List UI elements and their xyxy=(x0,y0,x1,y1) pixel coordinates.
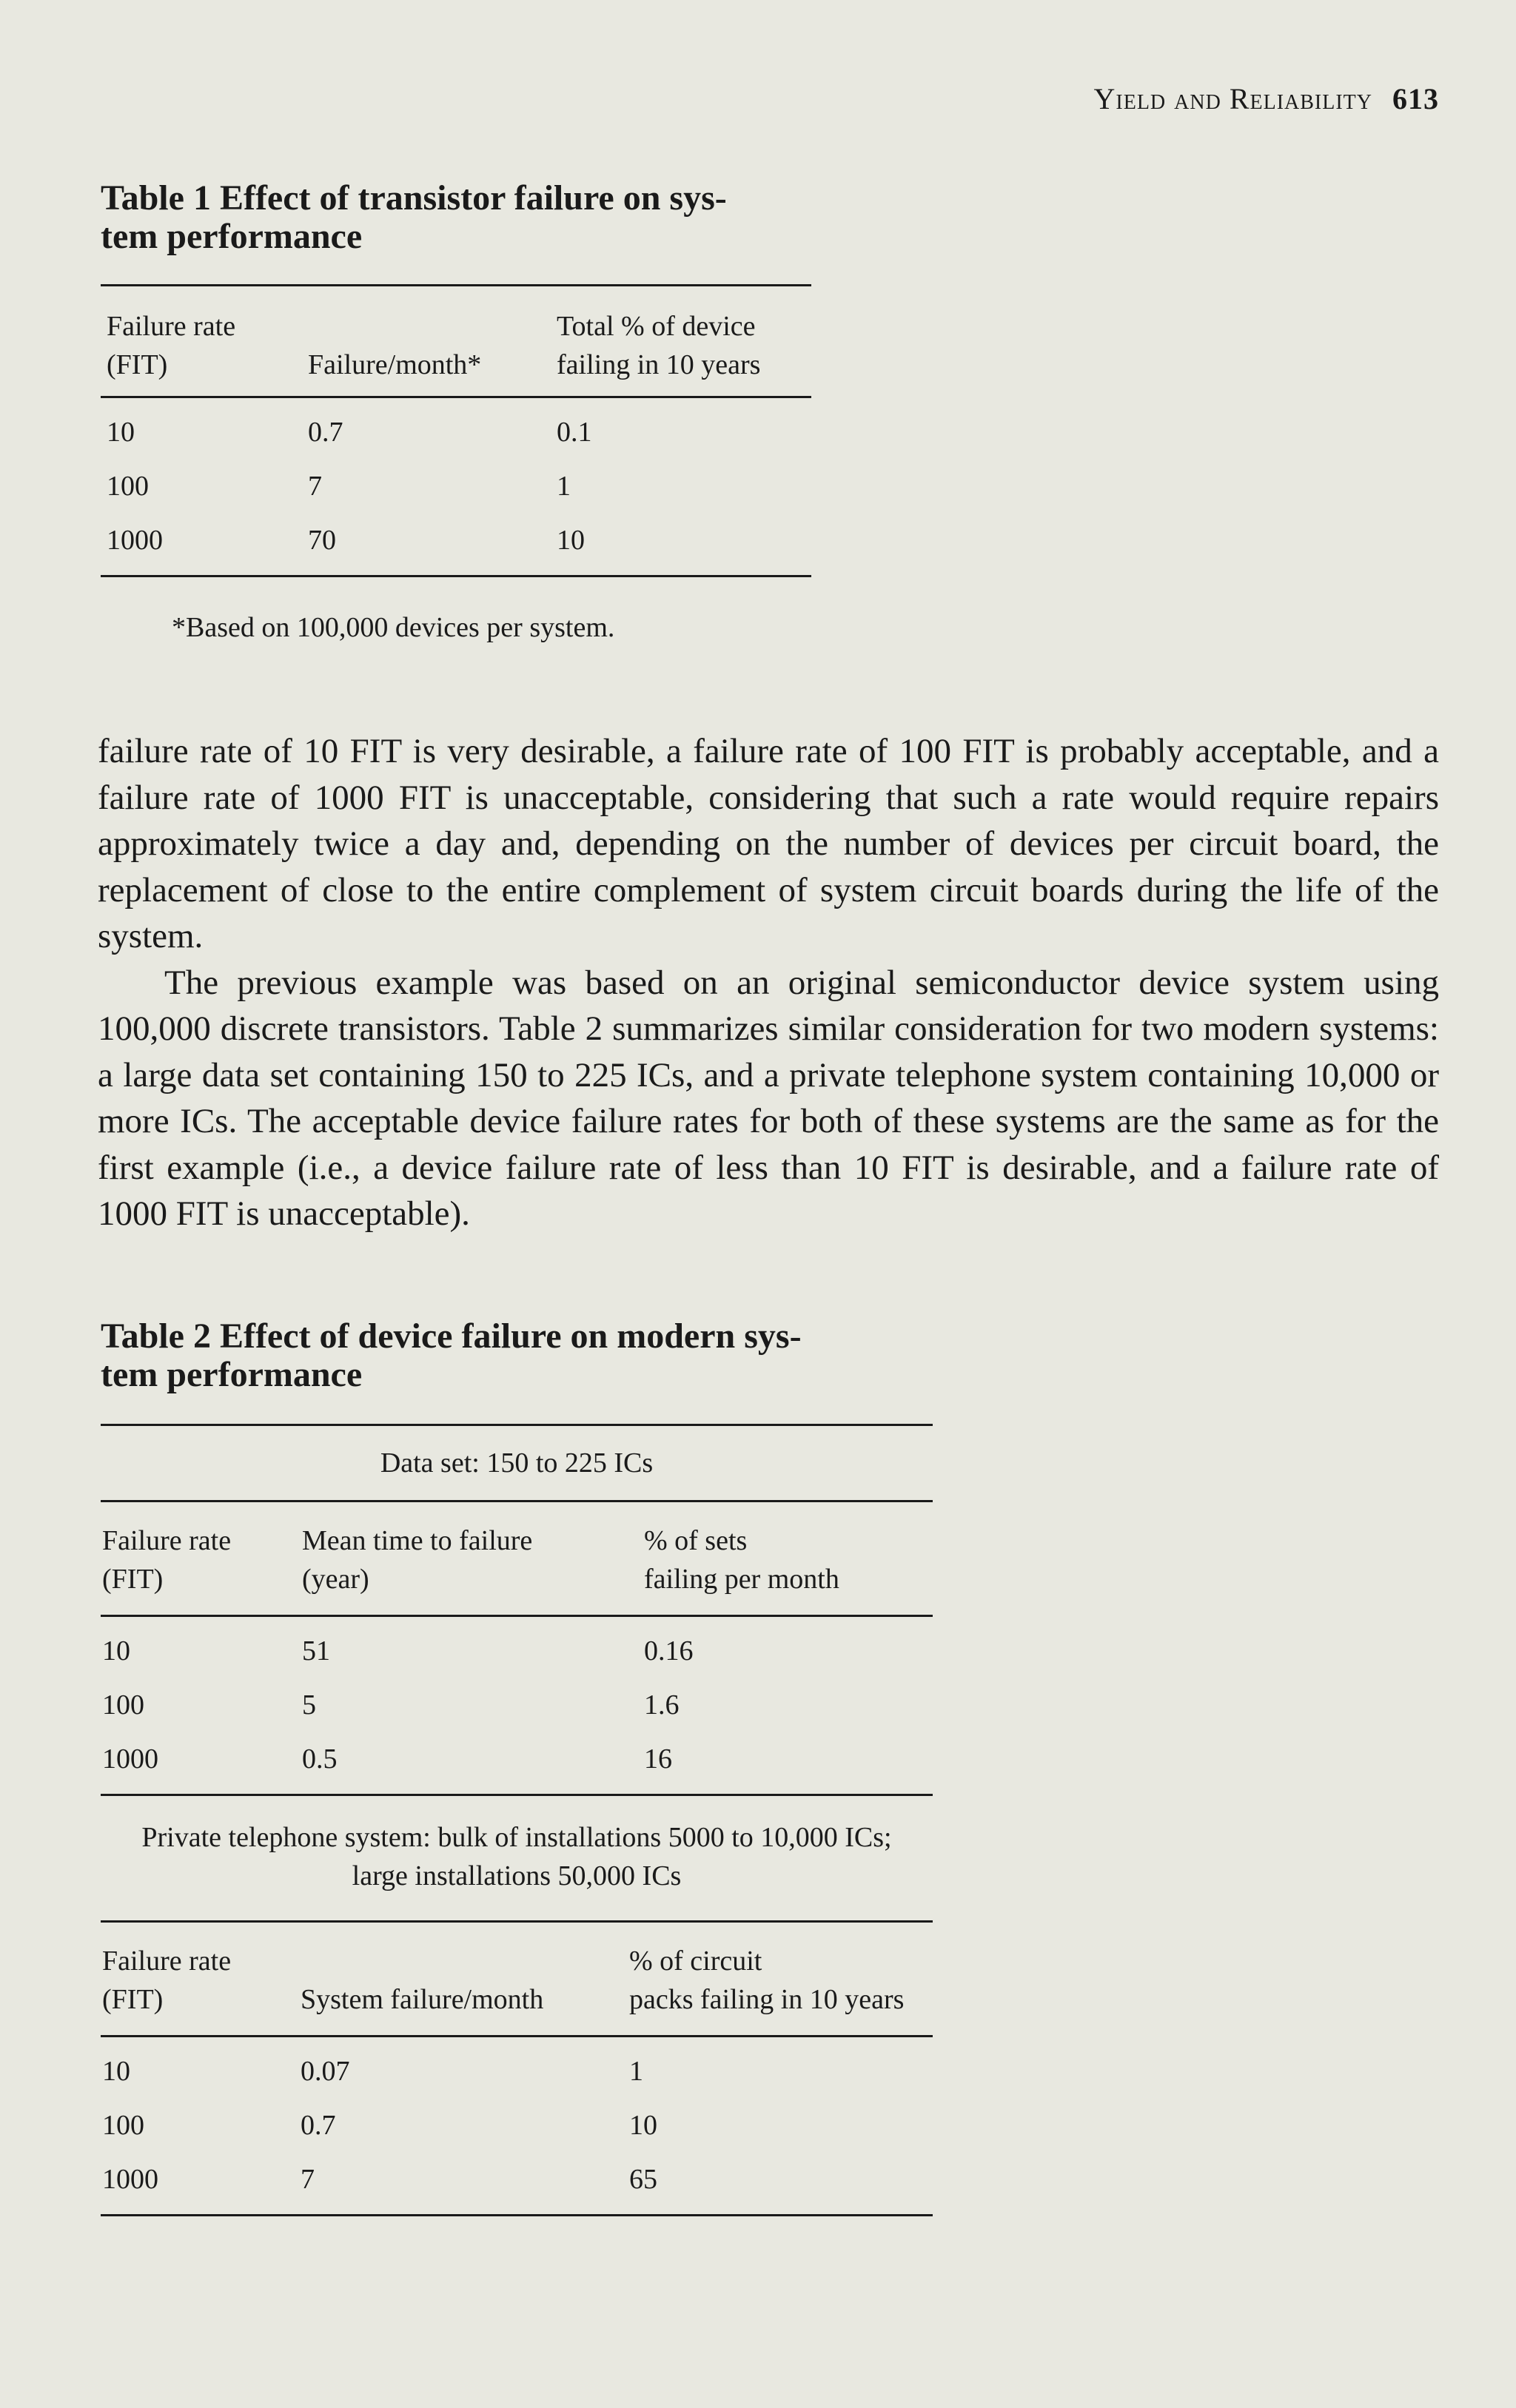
cell-percent: 1 xyxy=(557,471,571,502)
table-2-section-1-header xyxy=(101,1502,933,1598)
cell-percent: 1 xyxy=(629,2056,643,2087)
cell-failure-month: 0.7 xyxy=(308,417,343,448)
header-failing-10-years: failing in 10 years xyxy=(557,349,761,380)
cell-percent: 0.1 xyxy=(557,417,592,448)
header-failure-rate: Failure rate xyxy=(107,311,236,342)
cell-fit: 1000 xyxy=(102,1743,158,1775)
running-head xyxy=(1094,81,1439,116)
cell-percent: 10 xyxy=(629,2110,657,2141)
cell-fit: 100 xyxy=(107,471,149,502)
cell-mean-time: 5 xyxy=(302,1689,316,1721)
table-1-title-line1: Table 1 Effect of transistor failure on sys- xyxy=(101,178,727,218)
header-total-percent: Total % of device xyxy=(557,311,756,342)
table-2-title xyxy=(101,1317,945,1394)
table-2-bottom-rule xyxy=(101,2214,933,2216)
header-year: (year) xyxy=(302,1564,369,1595)
table-row xyxy=(101,2052,933,2106)
header-fit: (FIT) xyxy=(102,1984,164,2015)
cell-fit: 10 xyxy=(107,417,135,448)
cell-fit: 100 xyxy=(102,1689,144,1721)
section-2-caption xyxy=(101,1818,933,1895)
header-failing-month: failing per month xyxy=(644,1564,839,1595)
section-1-caption: Data set: 150 to 225 ICs xyxy=(380,1447,654,1479)
table-2-title-line1: Table 2 Effect of device failure on modern sys- xyxy=(101,1316,802,1356)
cell-percent: 1.6 xyxy=(644,1689,680,1721)
cell-system-failure: 7 xyxy=(301,2164,315,2195)
header-fit: (FIT) xyxy=(102,1564,164,1595)
table-1-title xyxy=(101,179,826,256)
cell-percent: 0.16 xyxy=(644,1635,694,1667)
header-percent-circuit: % of circuit xyxy=(629,1945,762,1977)
table-1-header xyxy=(101,286,811,383)
table-1-title-line2: tem performance xyxy=(101,217,363,256)
header-failure-month: Failure/month* xyxy=(308,349,482,380)
header-mean-time: Mean time to failure xyxy=(302,1525,533,1556)
table-row xyxy=(101,1740,933,1794)
header-failure-rate: Failure rate xyxy=(102,1945,232,1977)
header-percent-sets: % of sets xyxy=(644,1525,748,1556)
table-row xyxy=(101,1686,933,1740)
section-1-bottom-rule xyxy=(101,1794,933,1796)
header-packs-failing: packs failing in 10 years xyxy=(629,1984,905,2015)
cell-mean-time: 0.5 xyxy=(302,1743,338,1775)
paragraph-1: failure rate of 10 FIT is very desirable, a failure rate of 100 FIT is probably acceptable, and a failure rate of 1000 FIT is unacceptable, considering that such a rate would require repairs approximately twice a day and, depending on the number of devices per circuit board, the replacement of close to the entire complement of system circuit boards during the life of the system. xyxy=(98,732,1439,955)
table-row xyxy=(101,2160,933,2214)
header-fit: (FIT) xyxy=(107,349,168,380)
cell-failure-month: 70 xyxy=(308,525,336,556)
cell-fit: 1000 xyxy=(102,2164,158,2195)
cell-percent: 10 xyxy=(557,525,585,556)
table-2-top-rule xyxy=(101,1424,933,1426)
cell-system-failure: 0.07 xyxy=(301,2056,350,2087)
cell-system-failure: 0.7 xyxy=(301,2110,336,2141)
table-row xyxy=(101,413,811,467)
cell-fit: 1000 xyxy=(107,525,163,556)
cell-percent: 65 xyxy=(629,2164,657,2195)
table-1-footnote: *Based on 100,000 devices per system. xyxy=(172,612,615,643)
section-2-caption-line2: large installations 50,000 ICs xyxy=(352,1860,682,1891)
table-2-section-2-header xyxy=(101,1923,933,2019)
cell-fit: 100 xyxy=(102,2110,144,2141)
table-2-title-line2: tem performance xyxy=(101,1355,363,1394)
table-row xyxy=(101,521,811,575)
cell-fit: 10 xyxy=(102,1635,130,1667)
body-text xyxy=(98,728,1439,1237)
header-system-failure: System failure/month xyxy=(301,1984,544,2015)
table-row xyxy=(101,1632,933,1686)
cell-percent: 16 xyxy=(644,1743,672,1775)
table-row xyxy=(101,2106,933,2160)
page-number: 613 xyxy=(1392,82,1439,115)
running-head-title: Yield and Reliability xyxy=(1093,82,1372,115)
table-2 xyxy=(101,1317,933,2216)
cell-failure-month: 7 xyxy=(308,471,322,502)
header-failure-rate: Failure rate xyxy=(102,1525,232,1556)
table-row xyxy=(101,467,811,521)
section-2-caption-line1: Private telephone system: bulk of installations 5000 to 10,000 ICs; xyxy=(141,1822,892,1853)
cell-fit: 10 xyxy=(102,2056,130,2087)
table-1-bottom-rule xyxy=(101,575,811,577)
paragraph-2: The previous example was based on an original semiconductor device system using 100,000 discrete transistors. Table 2 summarizes similar consideration for two modern systems: a large data set containing 150 to 225 ICs, and a private telephone system containing 10,000 or more ICs. The acceptable device failure rates for both of these systems are the same as for the first example (i.e., a device failure rate of less than 10 FIT is desirable, and a failure rate of 1000 FIT is unacceptable). xyxy=(98,963,1439,1233)
table-1 xyxy=(101,179,811,577)
cell-mean-time: 51 xyxy=(302,1635,330,1667)
